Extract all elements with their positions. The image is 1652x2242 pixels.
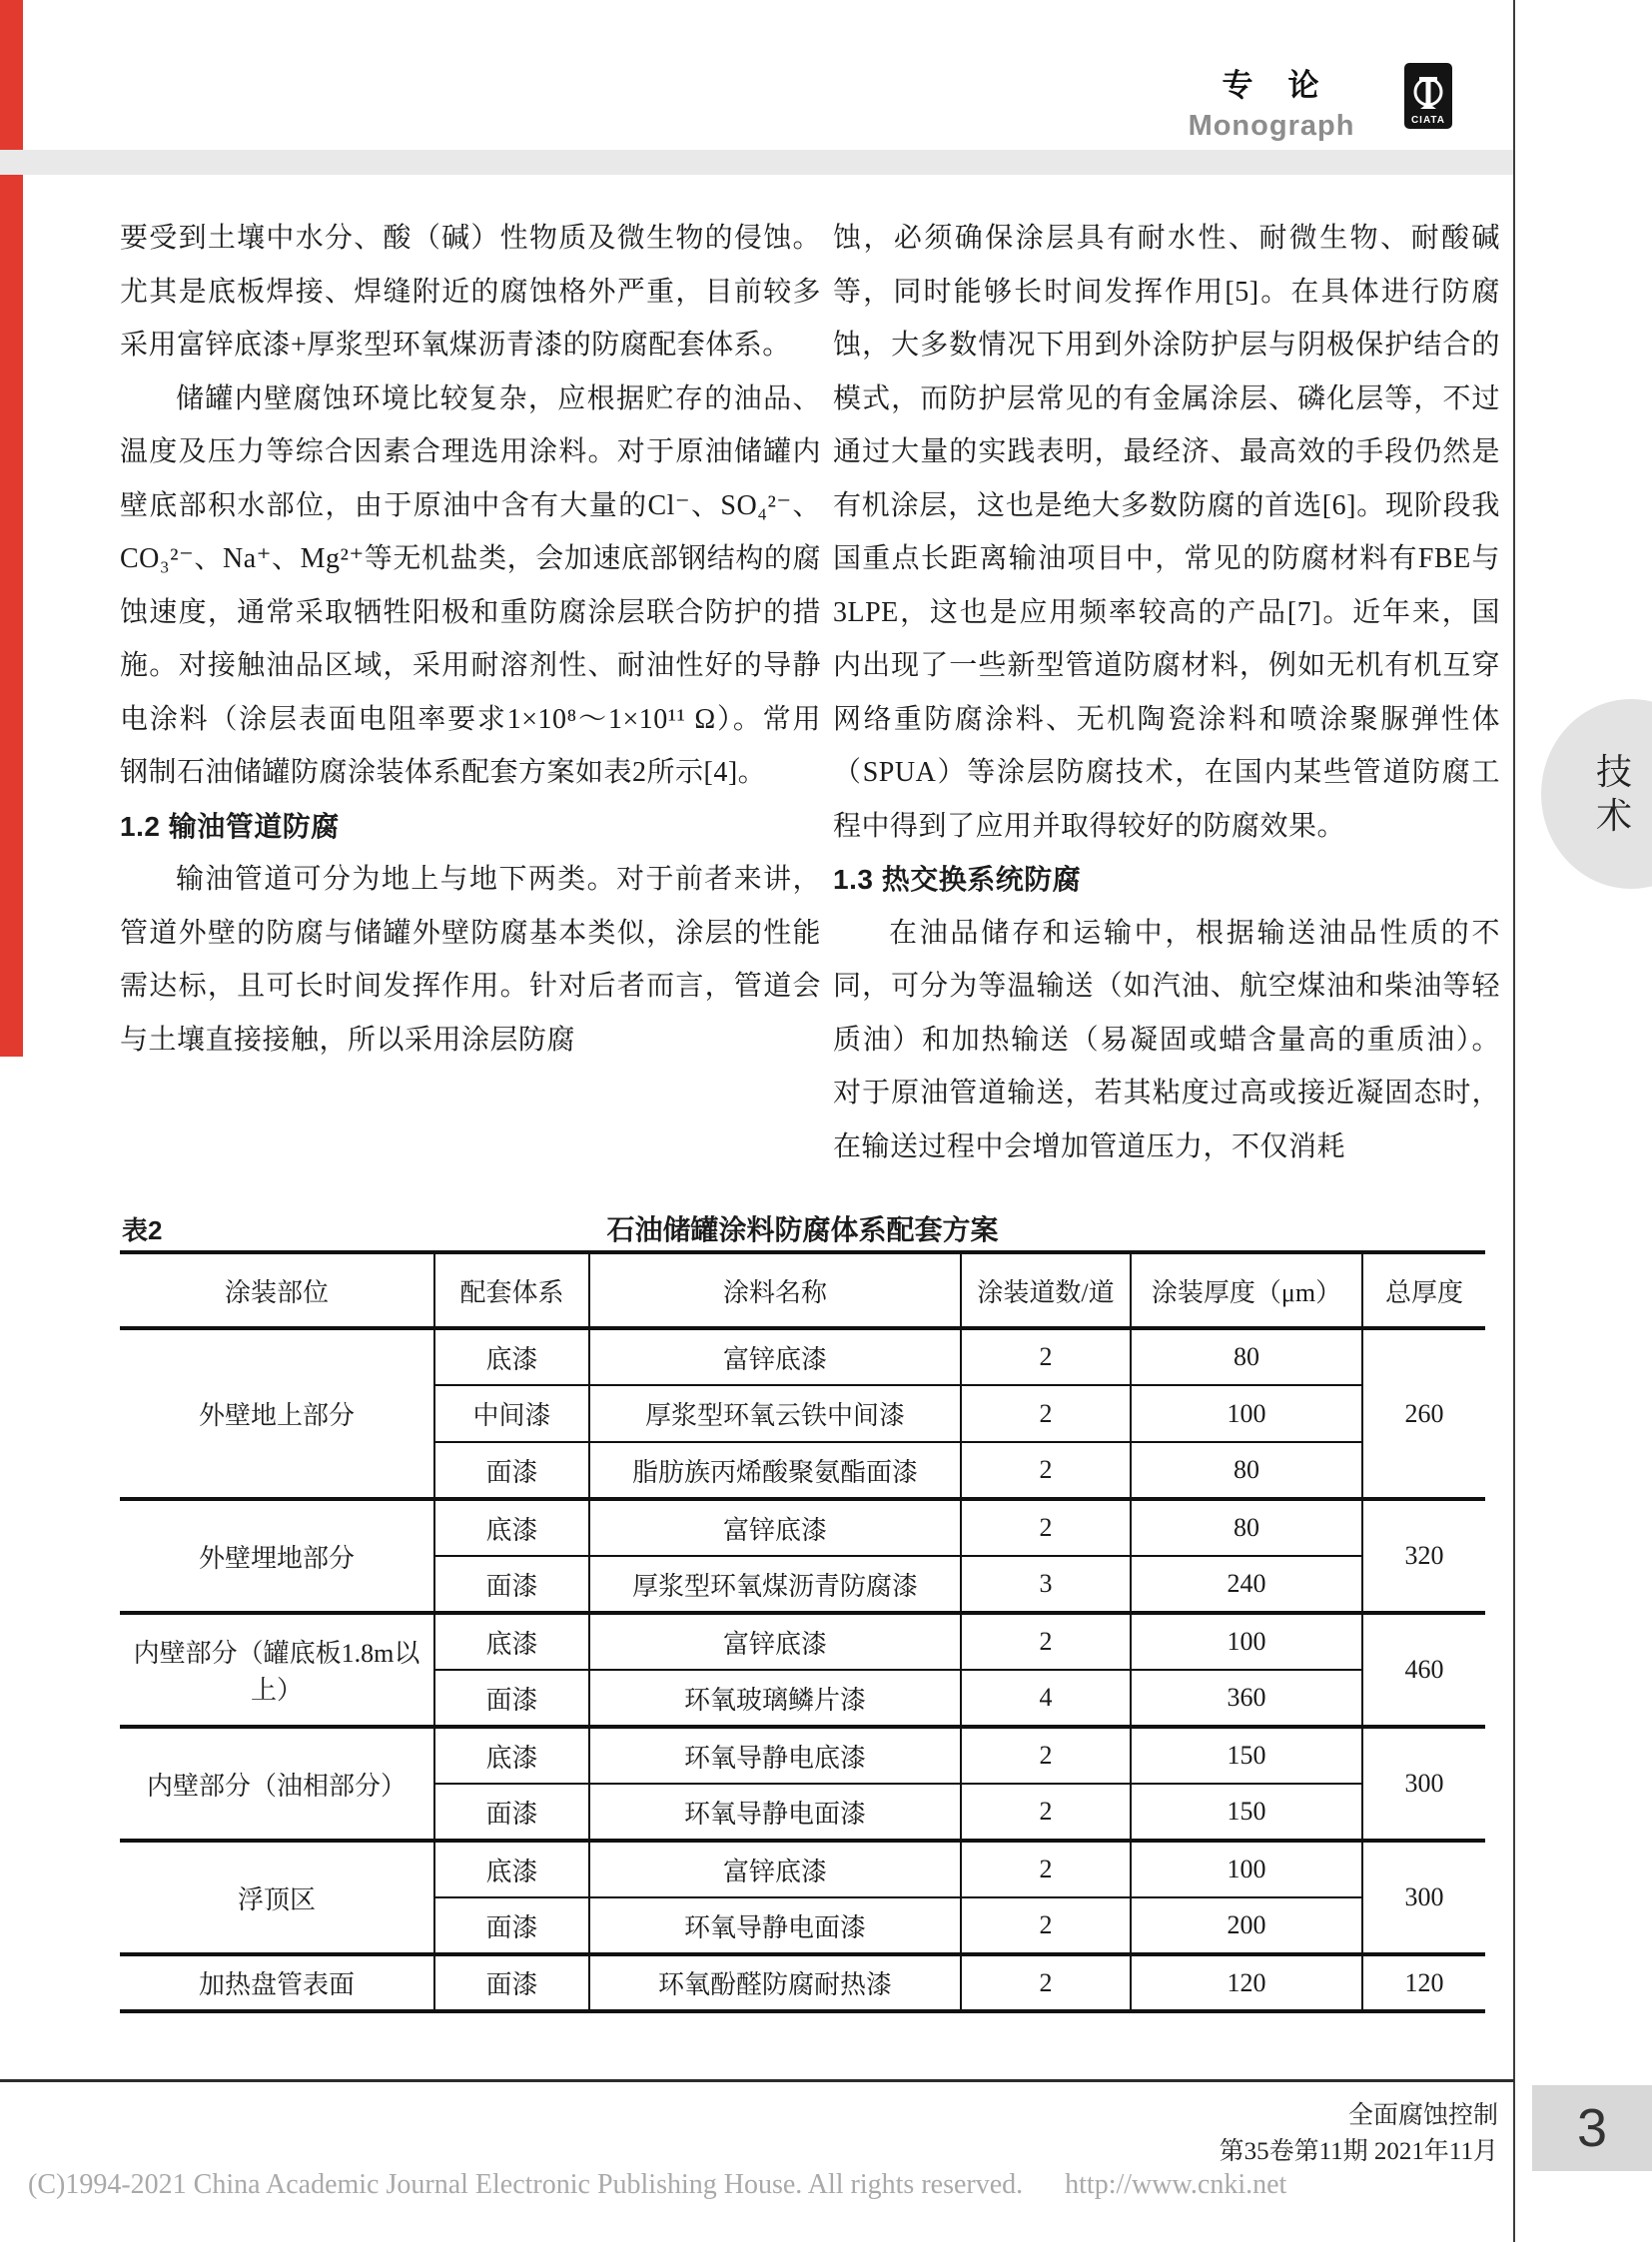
coating-part-cell: 外壁地上部分 <box>120 1328 434 1499</box>
table-column-header: 配套体系 <box>434 1252 589 1328</box>
tech-char-bottom: 术 <box>1595 796 1632 836</box>
system-cell: 底漆 <box>434 1499 589 1556</box>
coating-table-body <box>120 1328 1485 2011</box>
total-thickness-cell: 260 <box>1362 1328 1485 1499</box>
system-cell: 底漆 <box>434 1727 589 1784</box>
tech-char-top: 技 <box>1595 752 1632 792</box>
header-title-cn: 专 论 <box>1222 68 1321 103</box>
body-paragraph: 储罐内壁腐蚀环境比较复杂，应根据贮存的油品、温度及压力等综合因素合理选用涂料。对于原油储罐内壁底部积水部位，由于原油中含有大量的Cl⁻、SO₄²⁻、CO₃²⁻、Na⁺、Mg²⁺等无机盐类，会加速底部钢结构的腐蚀速度，通常采取牺牲阳极和重防腐涂层联合防护的措施。对接触油品区域，采用耐溶剂性、耐油性好的导静电涂料（涂层表面电阻率要求1×10⁸～1×10¹¹ Ω）。常用钢制石油储罐防腐涂装体系配套方案如表2所示[4]。 <box>120 382 821 788</box>
system-cell: 面漆 <box>434 1897 589 1954</box>
thickness-cell: 240 <box>1131 1556 1362 1613</box>
section-heading-1-3: 1.3 热交换系统防腐 <box>833 864 1082 895</box>
system-cell: 底漆 <box>434 1613 589 1670</box>
table-title: 石油储罐涂料防腐体系配套方案 <box>606 1214 999 1245</box>
section-heading-1-2: 1.2 输油管道防腐 <box>120 810 340 842</box>
coating-part-cell: 内壁部分（油相部分） <box>120 1727 434 1841</box>
thickness-cell: 120 <box>1131 1954 1362 2011</box>
coating-part-cell: 浮顶区 <box>120 1841 434 1954</box>
system-cell: 面漆 <box>434 1784 589 1841</box>
total-thickness-cell: 300 <box>1362 1841 1485 1954</box>
ciata-logo-icon <box>1411 75 1445 113</box>
table-row <box>120 1727 1485 1784</box>
passes-cell: 2 <box>961 1328 1131 1385</box>
coating-name-cell: 环氧导静电面漆 <box>589 1784 961 1841</box>
right-text-column <box>833 212 1500 1173</box>
coating-name-cell: 富锌底漆 <box>589 1328 961 1385</box>
thickness-cell: 80 <box>1131 1499 1362 1556</box>
table-header-row <box>120 1252 1485 1328</box>
passes-cell: 2 <box>961 1613 1131 1670</box>
table-column-header: 涂装道数/道 <box>961 1252 1131 1328</box>
coating-name-cell: 厚浆型环氧云铁中间漆 <box>589 1385 961 1442</box>
coating-part-cell: 内壁部分（罐底板1.8m以上） <box>120 1613 434 1727</box>
passes-cell: 3 <box>961 1556 1131 1613</box>
header-gray-band <box>0 150 1514 175</box>
system-cell: 面漆 <box>434 1670 589 1727</box>
table-column-header: 涂料名称 <box>589 1252 961 1328</box>
total-thickness-cell: 120 <box>1362 1954 1485 2011</box>
total-thickness-cell: 300 <box>1362 1727 1485 1841</box>
thickness-cell: 200 <box>1131 1897 1362 1954</box>
table-label: 表2 <box>122 1215 163 1245</box>
coating-system-table <box>120 1250 1485 2013</box>
passes-cell: 2 <box>961 1954 1131 2011</box>
passes-cell: 2 <box>961 1442 1131 1499</box>
copyright-line <box>28 2169 1286 2201</box>
system-cell: 中间漆 <box>434 1385 589 1442</box>
thickness-cell: 100 <box>1131 1385 1362 1442</box>
ciata-logo <box>1404 63 1452 129</box>
footer-issue-info: 第35卷第11期 2021年11月 <box>1219 2138 1498 2165</box>
thickness-cell: 150 <box>1131 1727 1362 1784</box>
table-row <box>120 1954 1485 2011</box>
passes-cell: 2 <box>961 1727 1131 1784</box>
thickness-cell: 100 <box>1131 1613 1362 1670</box>
coating-name-cell: 环氧玻璃鳞片漆 <box>589 1670 961 1727</box>
coating-name-cell: 环氧酚醛防腐耐热漆 <box>589 1954 961 2011</box>
page-number: 3 <box>1576 2098 1608 2158</box>
table-column-header: 总厚度 <box>1362 1252 1485 1328</box>
total-thickness-cell: 460 <box>1362 1613 1485 1727</box>
coating-part-cell: 外壁埋地部分 <box>120 1499 434 1613</box>
coating-name-cell: 富锌底漆 <box>589 1841 961 1897</box>
system-cell: 面漆 <box>434 1442 589 1499</box>
body-paragraph: 输油管道可分为地上与地下两类。对于前者来讲，管道外壁的防腐与储罐外壁防腐基本类似，涂层的性能需达标，且可长时间发挥作用。针对后者而言，管道会与土壤直接接触，所以采用涂层防腐 <box>120 864 821 1056</box>
ciata-logo-text: CIATA <box>1410 115 1446 126</box>
passes-cell: 2 <box>961 1385 1131 1442</box>
table-column-header: 涂装厚度（μm） <box>1131 1252 1362 1328</box>
table-row <box>120 1613 1485 1670</box>
coating-name-cell: 富锌底漆 <box>589 1613 961 1670</box>
coating-part-cell: 加热盘管表面 <box>120 1954 434 2011</box>
table-row <box>120 1328 1485 1385</box>
passes-cell: 2 <box>961 1784 1131 1841</box>
passes-cell: 2 <box>961 1897 1131 1954</box>
thickness-cell: 100 <box>1131 1841 1362 1897</box>
footer-rule <box>0 2079 1514 2082</box>
coating-name-cell: 环氧导静电面漆 <box>589 1897 961 1954</box>
thickness-cell: 150 <box>1131 1784 1362 1841</box>
table-row <box>120 1499 1485 1556</box>
table-row <box>120 1841 1485 1897</box>
right-column-divider <box>1513 0 1515 2242</box>
thickness-cell: 360 <box>1131 1670 1362 1727</box>
body-paragraph: 蚀，必须确保涂层具有耐水性、耐微生物、耐酸碱等，同时能够长时间发挥作用[5]。在具体进行防腐蚀，大多数情况下用到外涂防护层与阴极保护结合的模式，而防护层常见的有金属涂层、磷化层等，不过通过大量的实践表明，最经济、最高效的手段仍然是有机涂层，这也是绝大多数防腐的首选[6]。现阶段我国重点长距离输油项目中，常见的防腐材料有FBE与3LPE，这也是应用频率较高的产品[7]。近年来，国内出现了一些新型管道防腐材料，例如无机有机互穿网络重防腐涂料、无机陶瓷涂料和喷涂聚脲弹性体（SPUA）等涂层防腐技术，在国内某些管道防腐工程中得到了应用并取得较好的防腐效果。 <box>833 223 1500 842</box>
passes-cell: 2 <box>961 1499 1131 1556</box>
cnki-url-link[interactable]: http://www.cnki.net <box>1065 2169 1287 2200</box>
passes-cell: 4 <box>961 1670 1131 1727</box>
tech-side-tab <box>1541 699 1652 889</box>
coating-name-cell: 脂肪族丙烯酸聚氨酯面漆 <box>589 1442 961 1499</box>
header-title-en: Monograph <box>1188 110 1355 142</box>
copyright-text: (C)1994-2021 China Academic Journal Electronic Publishing House. All rights reserved. <box>28 2169 1024 2200</box>
thickness-cell: 80 <box>1131 1442 1362 1499</box>
left-text-column <box>120 212 821 1067</box>
footer-journal-name: 全面腐蚀控制 <box>1347 2102 1498 2129</box>
system-cell: 面漆 <box>434 1954 589 2011</box>
page-number-badge <box>1532 2085 1652 2171</box>
body-paragraph: 在油品储存和运输中，根据输送油品性质的不同，可分为等温输送（如汽油、航空煤油和柴油等轻质油）和加热输送（易凝固或蜡含量高的重质油）。对于原油管道输送，若其粘度过高或接近凝固态时，在输送过程中会增加管道压力，不仅消耗 <box>833 917 1500 1162</box>
page-header <box>1149 60 1394 143</box>
system-cell: 面漆 <box>434 1556 589 1613</box>
coating-name-cell: 富锌底漆 <box>589 1499 961 1556</box>
body-paragraph: 要受到土壤中水分、酸（碱）性物质及微生物的侵蚀。尤其是底板焊接、焊缝附近的腐蚀格外严重，目前较多采用富锌底漆+厚浆型环氧煤沥青漆的防腐配套体系。 <box>120 223 821 361</box>
system-cell: 底漆 <box>434 1328 589 1385</box>
system-cell: 底漆 <box>434 1841 589 1897</box>
total-thickness-cell: 320 <box>1362 1499 1485 1613</box>
table-column-header: 涂装部位 <box>120 1252 434 1328</box>
thickness-cell: 80 <box>1131 1328 1362 1385</box>
coating-name-cell: 厚浆型环氧煤沥青防腐漆 <box>589 1556 961 1613</box>
coating-name-cell: 环氧导静电底漆 <box>589 1727 961 1784</box>
passes-cell: 2 <box>961 1841 1131 1897</box>
